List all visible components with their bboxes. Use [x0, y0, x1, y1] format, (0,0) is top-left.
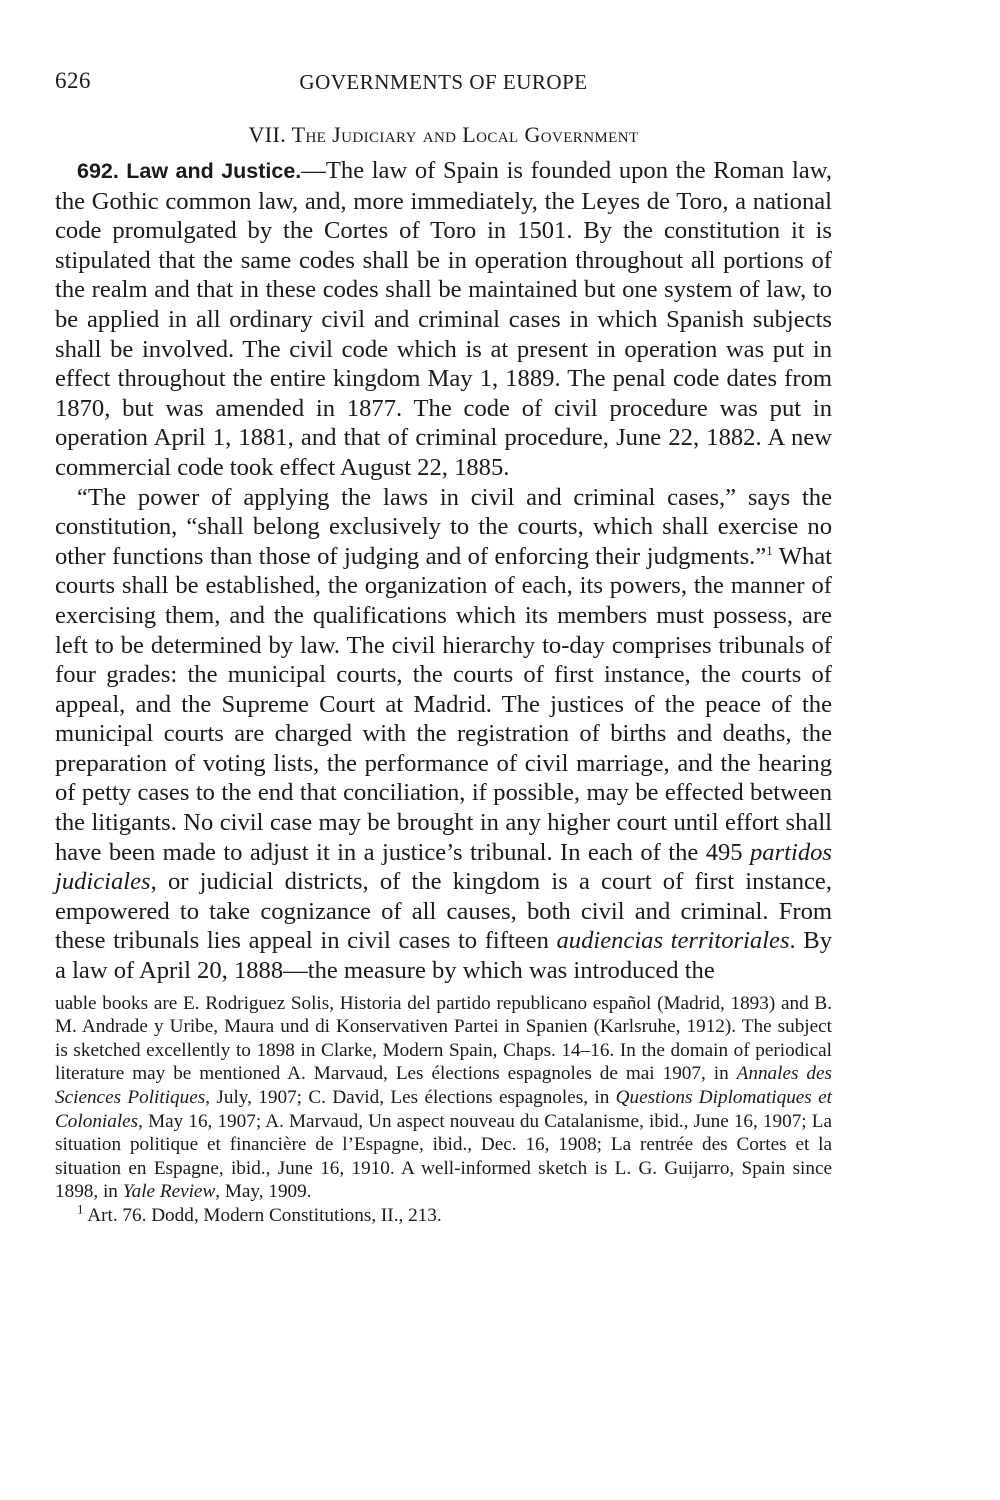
paragraph-text: , or judicial districts, of the kingdom is a court of first instance, empowered to take cognizance of all causes, both civil and criminal. From these tribunals lies appeal in civil cases to fifteen [55, 868, 832, 955]
paragraph-text: What courts shall be established, the organization of each, its powers, the manner of exercising them, and the qualifications which its members must possess, are left to be determined by law. The civil hierarchy to-day comprises tribunals of four grades: the municipal courts, the courts of first instance, the courts of appeal, and the Supreme Court at Madrid. The justices of the peace of the municipal courts are charged with the registration of births and deaths, the preparation of voting lists, the performance of civil marriage, and the hearing of petty cases to the end that conciliation, if possible, may be effected between the litigants. No civil case may be brought in any higher court until effort shall have been made to adjust it in a justice’s tribunal. In each of the 495 [55, 542, 832, 866]
paragraph-text: —The law of Spain is founded upon the Roman law, the Gothic common law, and, more immediately, the Leyes de Toro, a national code promulgated by the Cortes of Toro in 1501. By the constitution it is stipulated that the same codes shall be in operation throughout all portions of the realm and that in these codes shall be maintained but one system of law, to be applied in all ordinary civil and criminal cases in which Spanish subjects shall be involved. The civil code which is at present in operation was put in effect throughout the entire kingdom May 1, 1889. The penal code dates from 1870, but was amended in 1877. The code of civil procedure was put in operation April 1, 1881, and that of criminal procedure, June 22, 1882. A new commercial code took effect August 22, 1885. [55, 157, 833, 481]
footnote-reference: 1 [766, 542, 773, 558]
paragraph-heading: 692. Law and Justice. [77, 159, 302, 183]
running-head [55, 60, 832, 100]
journal-title: Questions Diplomatiques et Coloniales [55, 1087, 832, 1132]
footnote-text: Art. 76. Dodd, Modern Constitutions, II., 213. [83, 1204, 442, 1226]
footnotes [55, 992, 832, 1228]
footnote-text: , July, 1907; C. David, Les élections espagnoles, in [205, 1087, 616, 1108]
paragraph-courts [55, 483, 832, 986]
footnote-continued [55, 992, 832, 1204]
footnote-text: uable books are E. Rodriguez Solis, Historia del partido republicano español (Madrid, 1893) and B. M. Andrade y Uribe, Maura und di Konservativen Partei in Spanien (Karlsruhe, 1912). The subject is sketched excellently to 1898 in Clarke, Modern Spain, Chaps. 14–16. In the domain of periodical literature may be mentioned A. Marvaud, Les élections espagnoles de mai 1907, in [55, 992, 832, 1085]
section-heading: VII. The Judiciary and Local Government [248, 122, 639, 147]
journal-title: Annales des Sciences Politiques [55, 1063, 832, 1108]
running-title: GOVERNMENTS OF EUROPE [299, 70, 588, 94]
book-page [55, 60, 832, 1228]
italic-term: audiencias territoriales [556, 927, 790, 955]
paragraph-text: . By a law of April 20, 1888—the measure by which was introduced the [55, 927, 833, 985]
italic-term: partidos judiciales [55, 838, 832, 896]
footnote-text: , May, 1909. [215, 1181, 312, 1203]
footnote-text: , May 16, 1907; A. Marvaud, Un aspect nouveau du Catalanisme, ibid., June 16, 1907; La situation politique et financière de l’Espagne, ibid., Dec. 16, 1908; La rentrée des Cortes et la situation en Espagne, ibid., June 16, 1910. A well-informed sketch is L. G. Guijarro, Spain since 1898, in [55, 1110, 832, 1203]
body-text [55, 156, 832, 986]
footnote-marker: 1 [77, 1201, 84, 1217]
paragraph-text: “The power of applying the laws in civil and criminal cases,” says the constitution, “shall belong exclusively to the courts, which shall exercise no other functions than those of judging and of enforcing their judgments.” [55, 483, 832, 570]
journal-title: Yale Review [122, 1181, 216, 1203]
paragraph-law-and-justice [55, 156, 832, 483]
page-number: 626 [55, 68, 91, 93]
footnote-1 [55, 1201, 832, 1228]
